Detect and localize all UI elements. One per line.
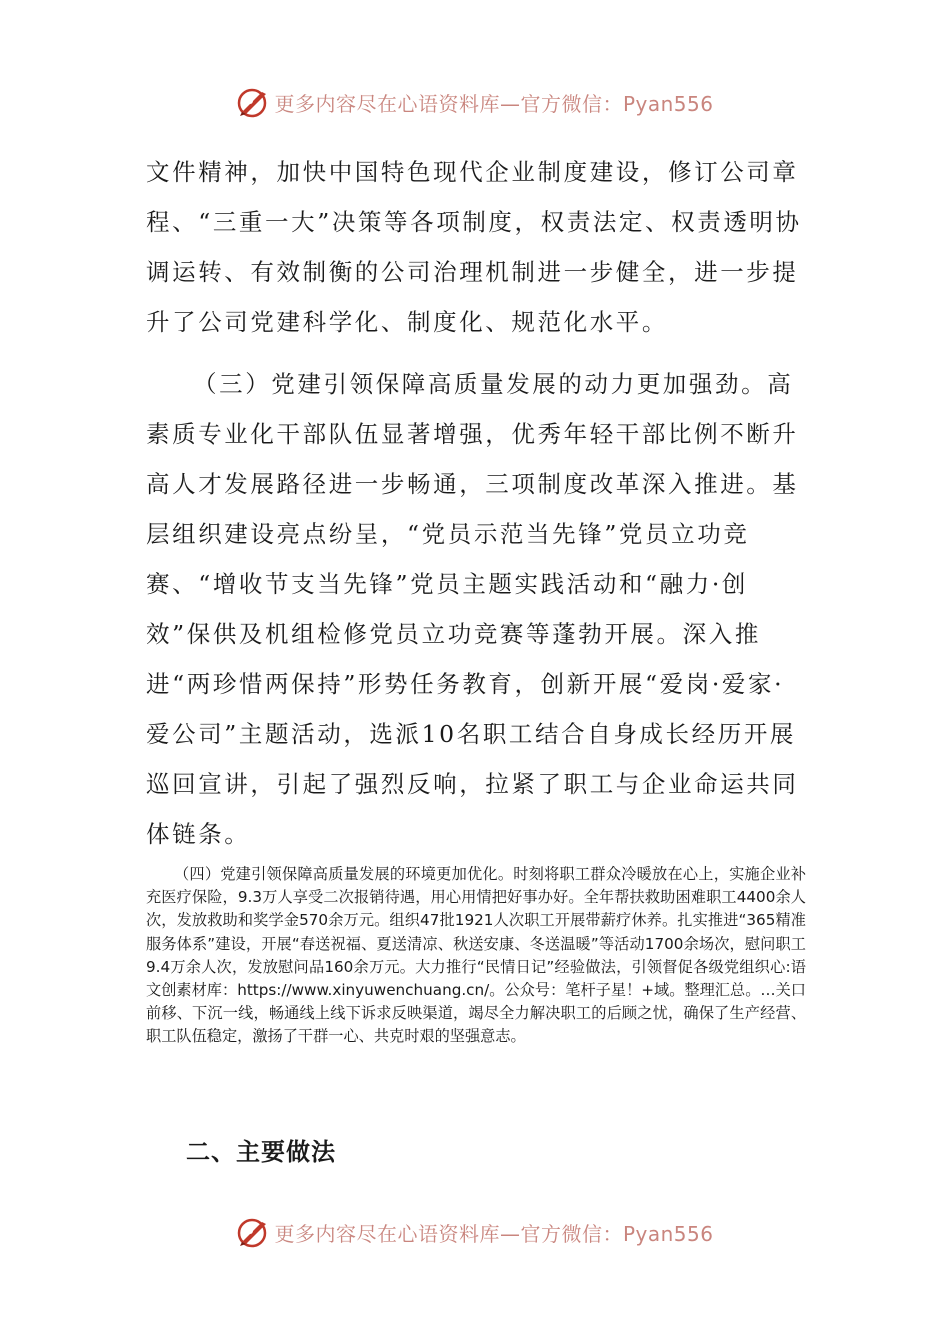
footer-banner <box>0 1212 950 1252</box>
footer-banner-text: 更多内容尽在心语资料库—官方微信：Pyan556 <box>274 1221 714 1246</box>
pen-logo-icon <box>236 85 270 119</box>
paragraph-section-four: （四）党建引领保障高质量发展的环境更加优化。时刻将职工群众冷暖放在心上，实施企业补充医疗保险，9.3万人享受二次报销待遇，用心用情把好事办好。全年帮扶救助困难职工4400余人次，发放救助和奖学金570余万元。组织47批1921人次职工开展带薪疗休养。扎实推进“365精准服务体系”建设，开展“春送祝福、夏送清凉、秋送安康、冬送温暖”等活动1700余场次，慰问职工9.4万余人次，发放慰问品160余万元。大力推行“民情日记”经验做法，引领督促各级党组织心:语文创素材库：https://www.xinyuwenchuang.cn/。公众号：笔杆子星！+域。整理汇总。…关口前移、下沉一线，畅通线上线下诉求反映渠道，竭尽全力解决职工的后顾之忧，确保了生产经营、职工队伍稳定，激扬了干群一心、共克时艰的坚强意志。 <box>146 865 806 1046</box>
header-banner <box>0 82 950 122</box>
paragraph-continuation: 文件精神，加快中国特色现代企业制度建设，修订公司章程、“三重一大”决策等各项制度，权责法定、权责透明协调运转、有效制衡的公司治理机制进一步健全，进一步提升了公司党建科学化、制度化、规范化水平。 <box>146 158 802 336</box>
pen-logo-icon <box>236 1215 270 1249</box>
header-banner-text: 更多内容尽在心语资料库—官方微信：Pyan556 <box>274 91 714 116</box>
section-heading-main-practices: 二、主要做法 <box>186 1138 336 1166</box>
paragraph-section-three: （三）党建引领保障高质量发展的动力更加强劲。高素质专业化干部队伍显著增强，优秀年轻干部比例不断升高人才发展路径进一步畅通，三项制度改革深入推进。基层组织建设亮点纷呈，“党员示范当先锋”党员立功竞赛、“增收节支当先锋”党员主题实践活动和“融力·创效”保供及机组检修党员立功竞赛等蓬勃开展。深入推进“两珍惜两保持”形势任务教育，创新开展“爱岗·爱家·爱公司”主题活动，选派10名职工结合自身成长经历开展巡回宣讲，引起了强烈反响，拉紧了职工与企业命运共同体链条。 <box>146 370 799 848</box>
